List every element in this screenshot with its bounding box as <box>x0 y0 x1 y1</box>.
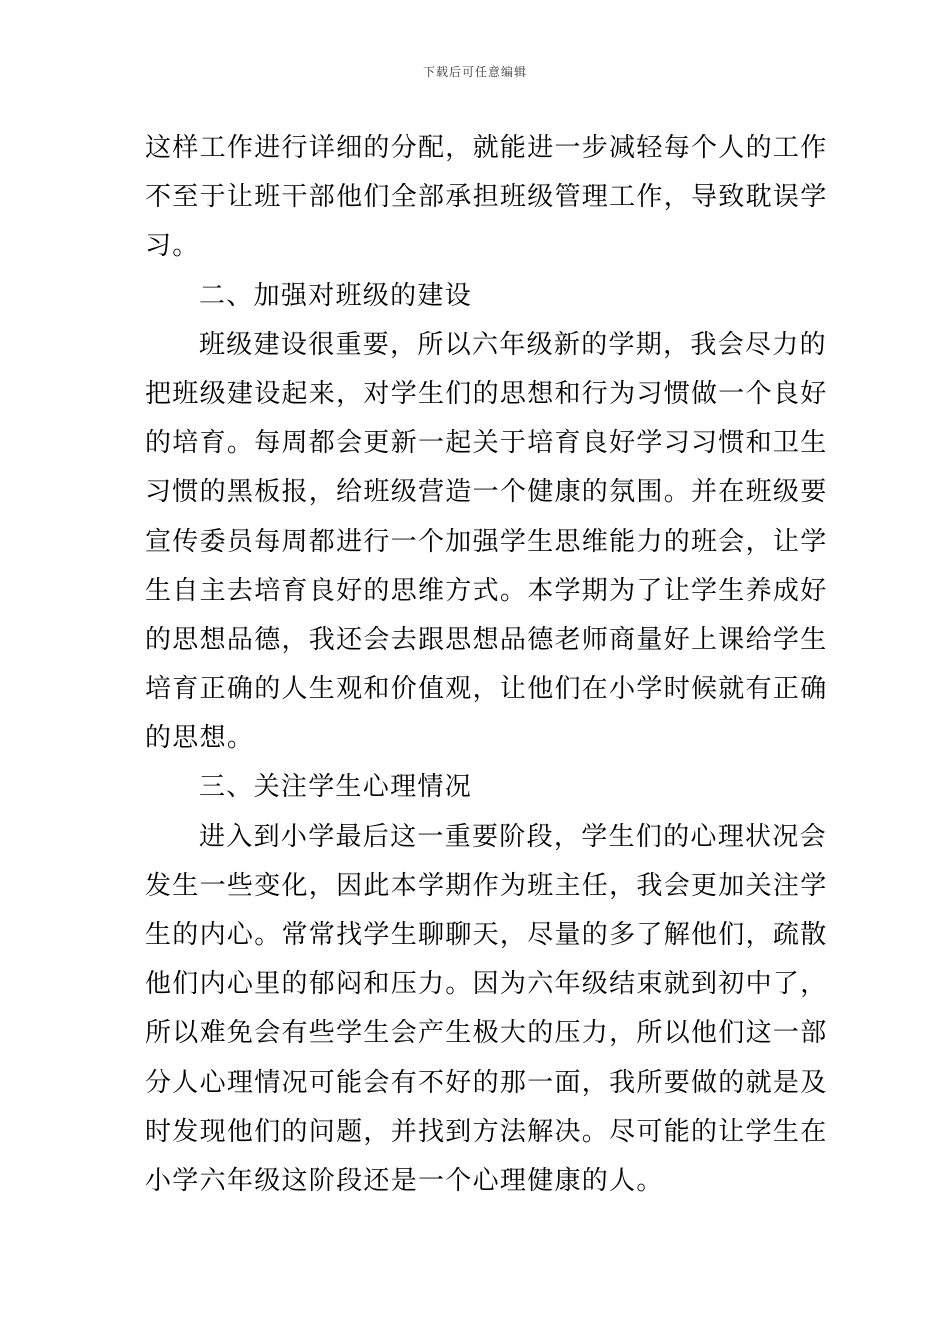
text-line: 不至于让班干部他们全部承担班级管理工作，导致耽误学 <box>145 182 828 213</box>
text-line: 的思想。 <box>145 723 255 754</box>
text-line: 班级建设很重要，所以六年级新的学期，我会尽力的 <box>199 329 827 360</box>
text-line: 发生一些变化，因此本学期作为班主任，我会更加关注学 <box>145 870 828 901</box>
text-line: 生自主去培育良好的思维方式。本学期为了让学生养成好 <box>145 575 828 606</box>
text-line: 把班级建设起来，对学生们的思想和行为习惯做一个良好 <box>145 378 828 409</box>
text-line: 生的内心。常常找学生聊聊天，尽量的多了解他们，疏散 <box>145 920 828 950</box>
text-line: 所以难免会有些学生会产生极大的压力，所以他们这一部 <box>145 1018 828 1049</box>
text-line: 的培育。每周都会更新一起关于培育良好学习习惯和卫生 <box>145 428 828 459</box>
text-line: 小学六年级这阶段还是一个心理健康的人。 <box>145 1165 664 1196</box>
text-line: 进入到小学最后这一重要阶段，学生们的心理状况会 <box>199 821 827 852</box>
text-line: 的思想品德，我还会去跟思想品德老师商量好上课给学生 <box>145 624 828 655</box>
text-line: 习。 <box>145 231 200 262</box>
text-line: 这样工作进行详细的分配，就能进一步减轻每个人的工作 <box>145 133 828 163</box>
section-heading: 三、关注学生心理情况 <box>199 772 473 803</box>
section-heading: 二、加强对班级的建设 <box>199 280 473 311</box>
text-line: 时发现他们的问题，并找到方法解决。尽可能的让学生在 <box>145 1116 828 1147</box>
document-body <box>145 124 828 1206</box>
text-line: 宣传委员每周都进行一个加强学生思维能力的班会，让学 <box>145 526 828 557</box>
page-header: 下载后可任意编辑 <box>422 65 527 79</box>
text-line: 培育正确的人生观和价值观，让他们在小学时候就有正确 <box>145 674 828 705</box>
text-line: 他们内心里的郁闷和压力。因为六年级结束就到初中了， <box>145 969 828 1000</box>
text-line: 习惯的黑板报，给班级营造一个健康的氛围。并在班级要 <box>145 477 828 508</box>
text-line: 分人心理情况可能会有不好的那一面，我所要做的就是及 <box>145 1067 828 1098</box>
